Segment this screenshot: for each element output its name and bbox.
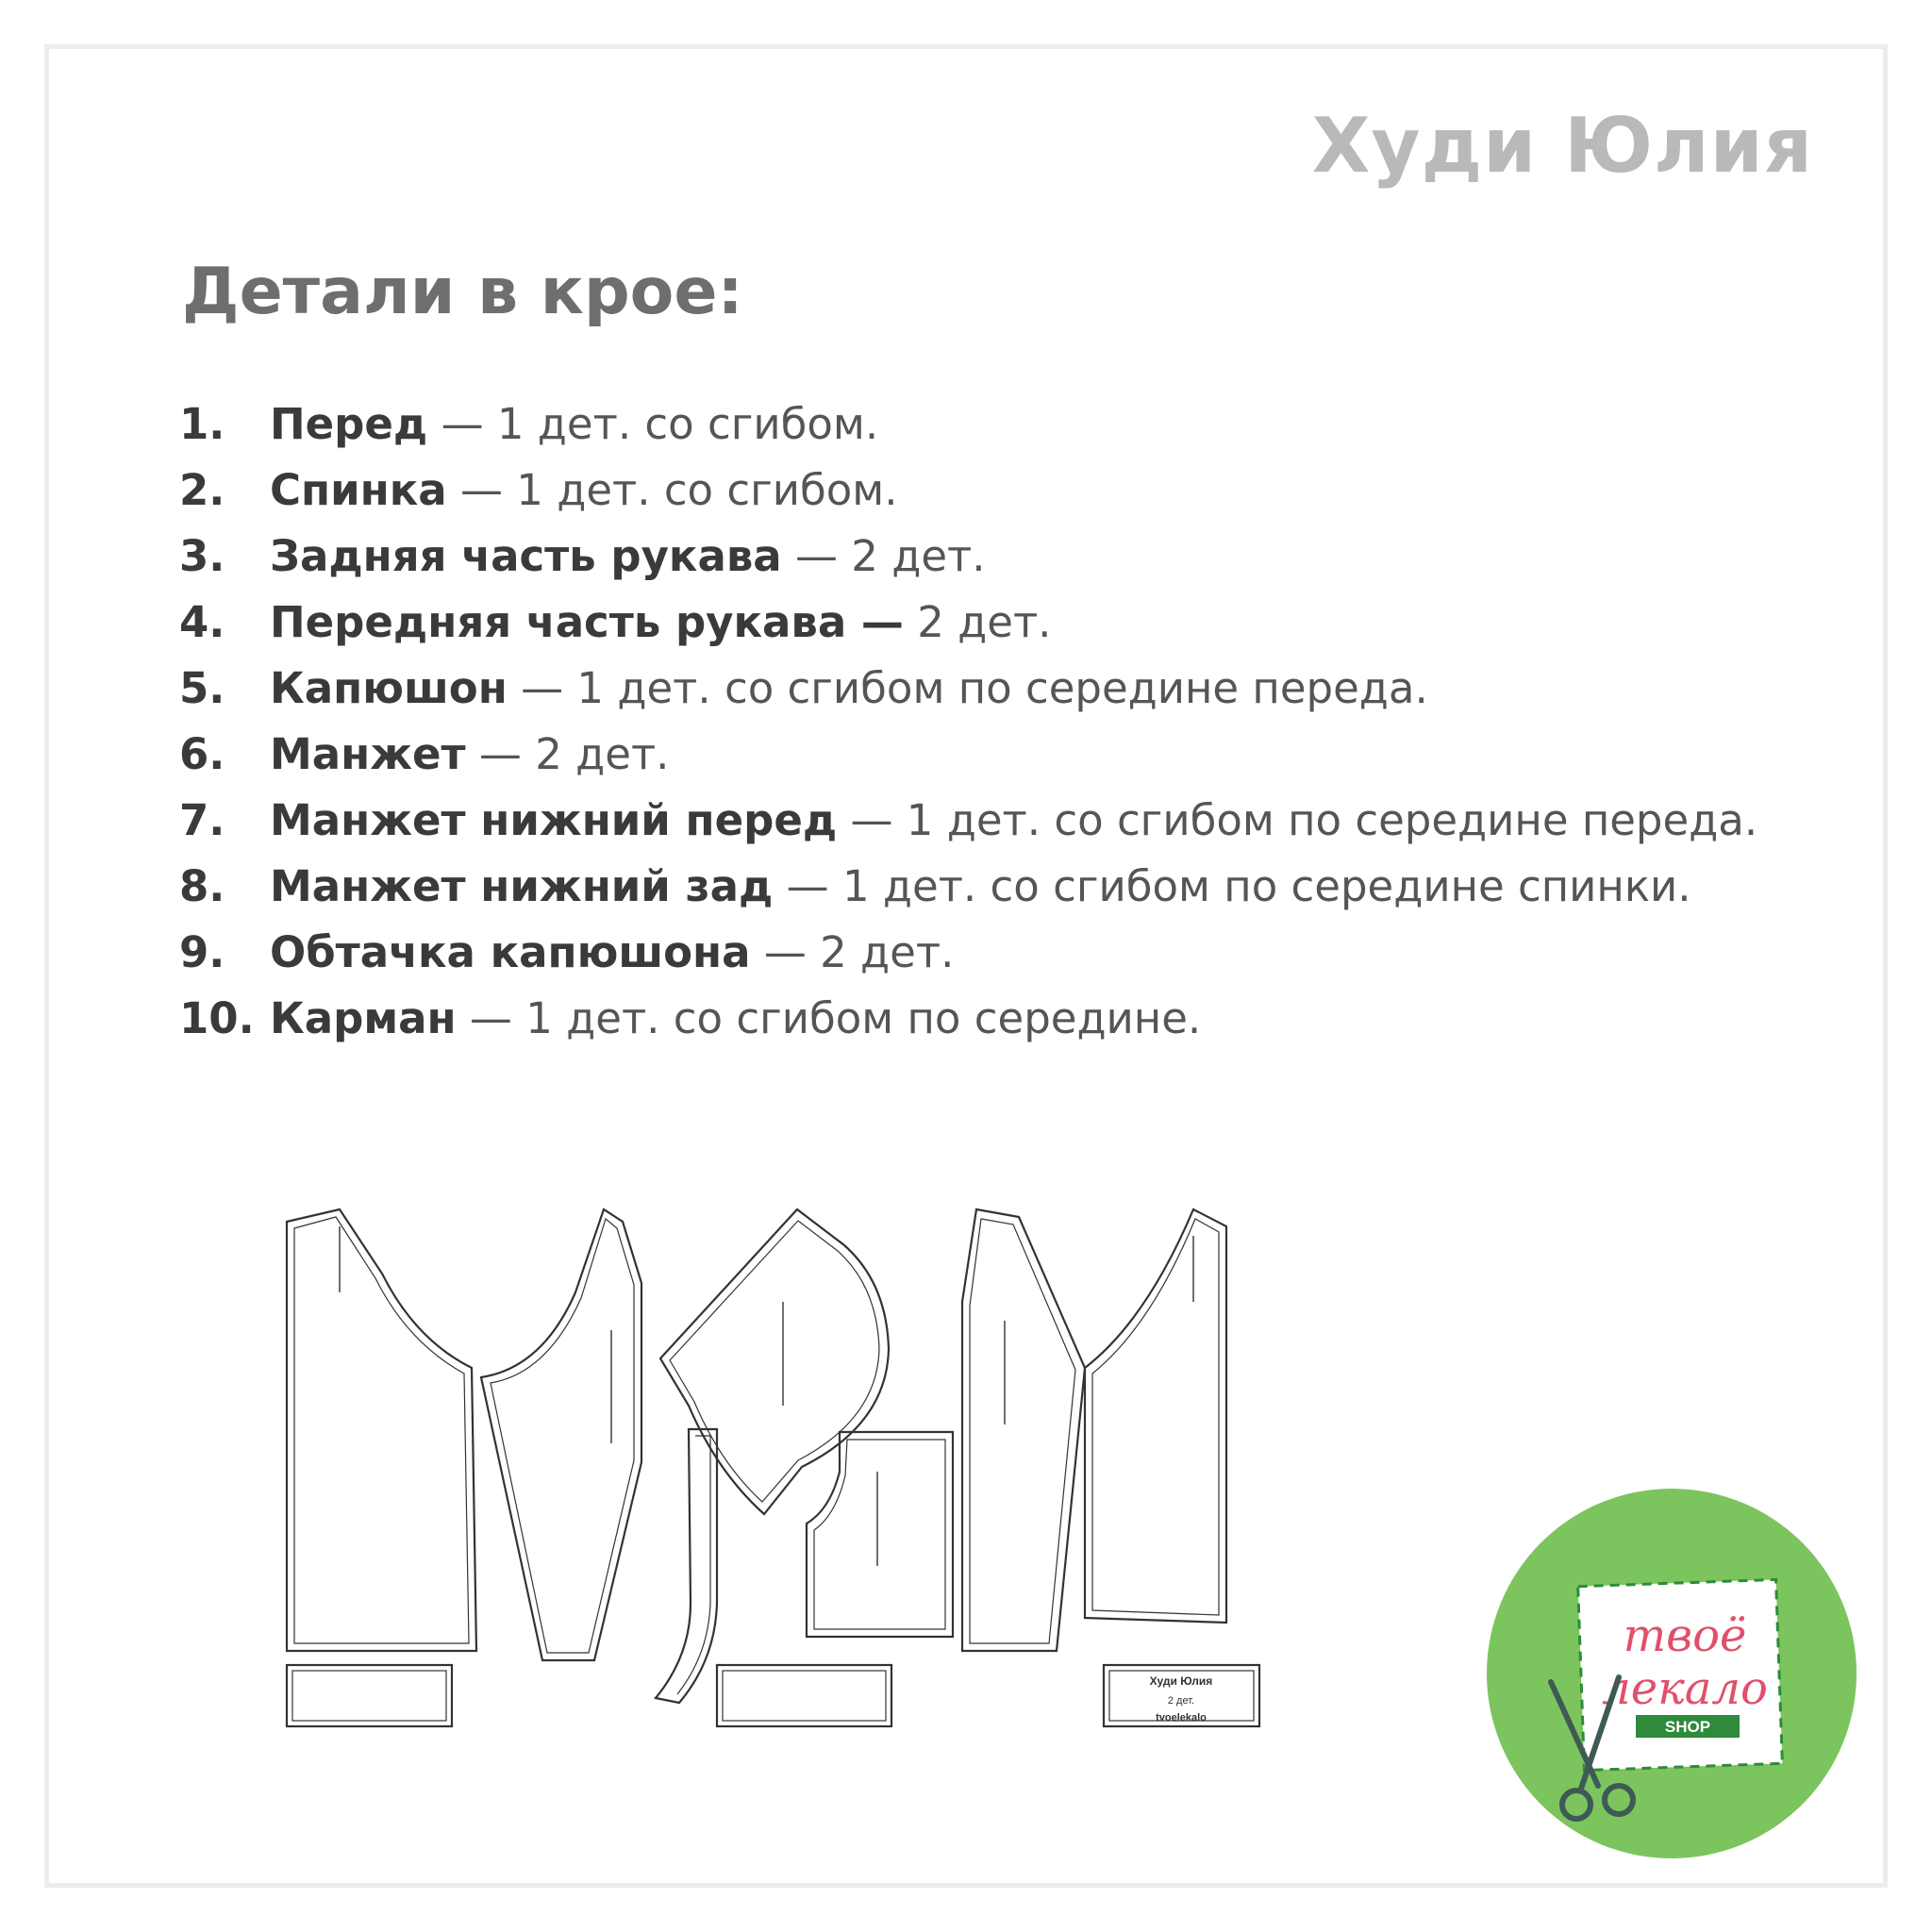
item-desc: — 1 дет. со сгибом. — [427, 399, 879, 449]
tvoe-lekalo-logo — [1487, 1489, 1857, 1858]
item-name: Передняя часть рукава — — [270, 597, 904, 647]
item-desc: 2 дет. — [903, 597, 1052, 647]
list-item — [179, 391, 1802, 458]
item-name: Карман — [270, 993, 457, 1043]
item-number: 5. — [179, 663, 225, 713]
pattern-pieces-illustration — [274, 1189, 1330, 1736]
item-name: Манжет нижний перед — [270, 795, 838, 845]
logo-line-2: лекало — [1602, 1662, 1768, 1715]
item-number: 7. — [179, 795, 225, 845]
item-desc: — 2 дет. — [750, 927, 955, 977]
product-title: Худи Юлия — [1311, 102, 1813, 190]
pattern-piece-front-sleeve — [962, 1209, 1085, 1651]
pattern-piece-back-sleeve — [481, 1209, 641, 1660]
logo-badge: SHOP — [1664, 1718, 1711, 1736]
item-name: Манжет нижний зад — [270, 861, 774, 911]
item-desc: — 1 дет. со сгибом по середине спинки. — [773, 861, 1691, 911]
item-number: 1. — [179, 399, 225, 449]
pattern-piece-hood-facing — [656, 1429, 717, 1703]
item-number: 10. — [179, 993, 255, 1043]
item-number: 8. — [179, 861, 225, 911]
pattern-piece-cuff — [287, 1665, 452, 1726]
list-item — [179, 986, 1802, 1052]
item-number: 9. — [179, 927, 225, 977]
item-desc: — 1 дет. со сгибом по середине переда. — [837, 795, 1758, 845]
pattern-piece-pocket — [807, 1432, 953, 1637]
item-number: 6. — [179, 729, 225, 779]
list-item — [179, 788, 1802, 854]
logo-line-1: твоё — [1623, 1609, 1747, 1662]
cut-parts-list — [179, 391, 1802, 1052]
item-number: 4. — [179, 597, 225, 647]
pattern-piece-back — [1085, 1209, 1226, 1623]
pattern-piece-hood — [660, 1209, 889, 1514]
pattern-label-count: 2 дет. — [1167, 1695, 1195, 1707]
list-item — [179, 854, 1802, 920]
list-item — [179, 458, 1802, 524]
list-item — [179, 656, 1802, 722]
item-name: Спинка — [270, 465, 447, 515]
item-name: Задняя часть рукава — [270, 531, 782, 581]
item-desc: — 1 дет. со сгибом по середине переда. — [507, 663, 1428, 713]
item-desc: — 1 дет. со сгибом по середине. — [456, 993, 1202, 1043]
item-number: 3. — [179, 531, 225, 581]
list-item — [179, 590, 1802, 656]
item-number: 2. — [179, 465, 225, 515]
item-desc: — 1 дет. со сгибом. — [446, 465, 898, 515]
list-item — [179, 524, 1802, 590]
item-name: Перед — [270, 399, 428, 449]
item-name: Капюшон — [270, 663, 508, 713]
item-desc: — 2 дет. — [781, 531, 986, 581]
list-item — [179, 920, 1802, 986]
item-name: Манжет — [270, 729, 466, 779]
list-item — [179, 722, 1802, 788]
pattern-piece-band-front — [717, 1665, 891, 1726]
pattern-label-title: Худи Юлия — [1149, 1674, 1213, 1688]
item-desc: — 2 дет. — [465, 729, 670, 779]
pattern-label-brand: tvoelekalo — [1156, 1712, 1207, 1724]
pattern-piece-front — [287, 1209, 476, 1651]
item-name: Обтачка капюшона — [270, 927, 751, 977]
section-title: Детали в крое: — [182, 255, 743, 329]
